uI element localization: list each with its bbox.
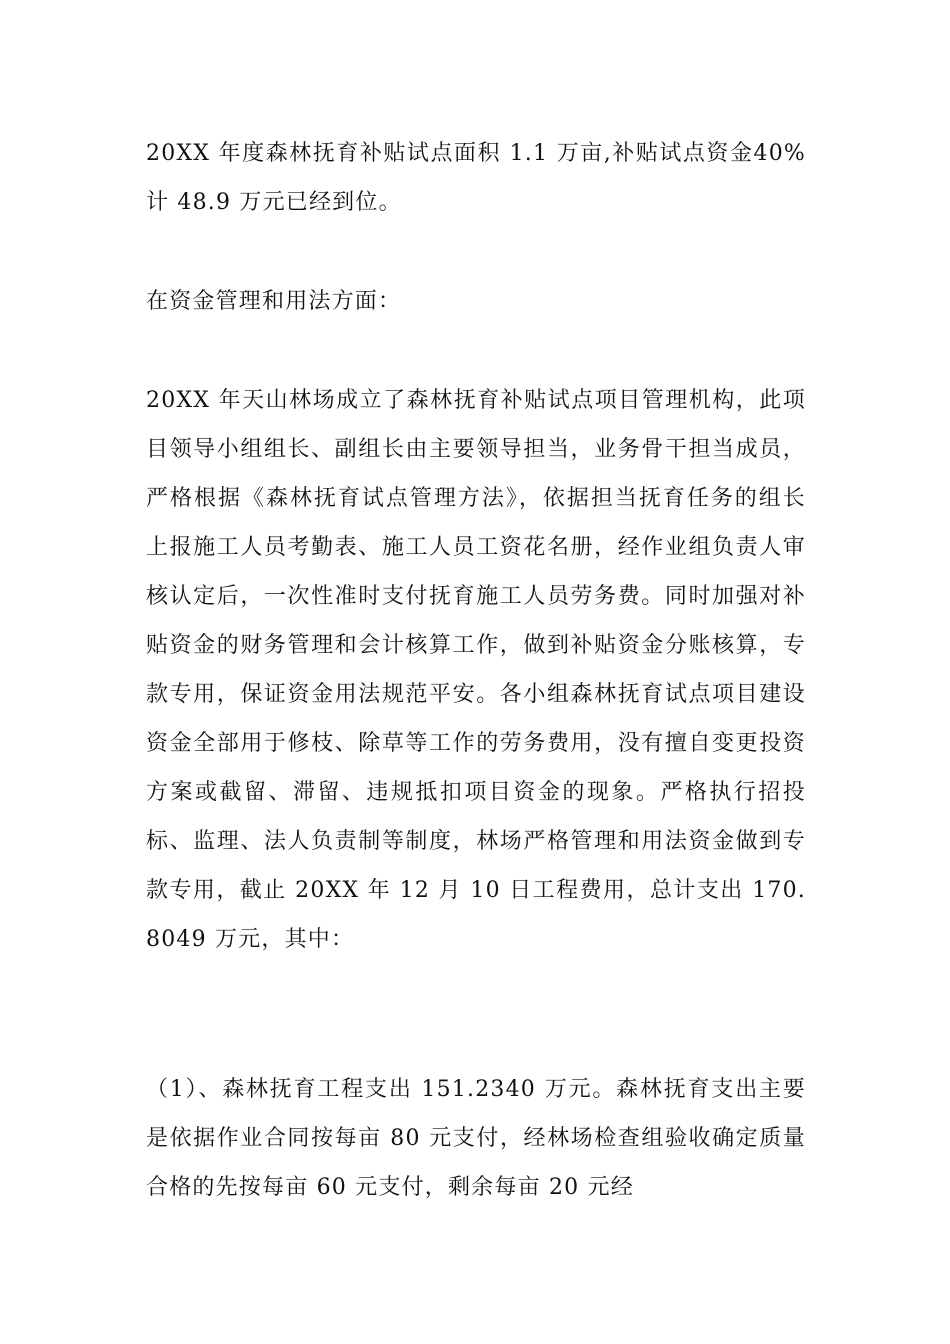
paragraph-fund-usage-heading: 在资金管理和用法方面： — [146, 289, 402, 314]
paragraph-fund-management: 20XX 年天山林场成立了森林抚育补贴试点项目管理机构，此项目领导小组组长、副组长由主要领导担当，业务骨干担当成员，严格根据《森林抚育试点管理方法》，依据担当抚育任务的组长上报施工人员考勤表、施工人员工资花名册，经作业组负责人审核认定后，一次性准时支付抚育施工人员劳务费。同时加强对补贴资金的财务管理和会计核算工作，做到补贴资金分账核算，专款专用，保证资金用法规范平安。各小组森林抚育试点项目建设资金全部用于修枝、除草等工作的劳务费用，没有擅自变更投资方案或截留、滞留、违规抵扣项目资金的现象。严格执行招投标、监理、法人负责制等制度，林场严格管理和用法资金做到专款专用，截止 20XX 年 12 月 10 日工程费用，总计支出 170.8049 万元，其中： — [146, 388, 806, 952]
paragraph-subsidy-area: 20XX 年度森林抚育补贴试点面积 1.1 万亩,补贴试点资金40%计 48.9 万元已经到位。 — [146, 141, 806, 215]
paragraph-expense-item-1: （1）、森林抚育工程支出 151.2340 万元。森林抚育支出主要是依据作业合同按每亩 80 元支付，经林场检查组验收确定质量合格的先按每亩 60 元支付，剩余每亩 20 元经 — [146, 1077, 806, 1200]
